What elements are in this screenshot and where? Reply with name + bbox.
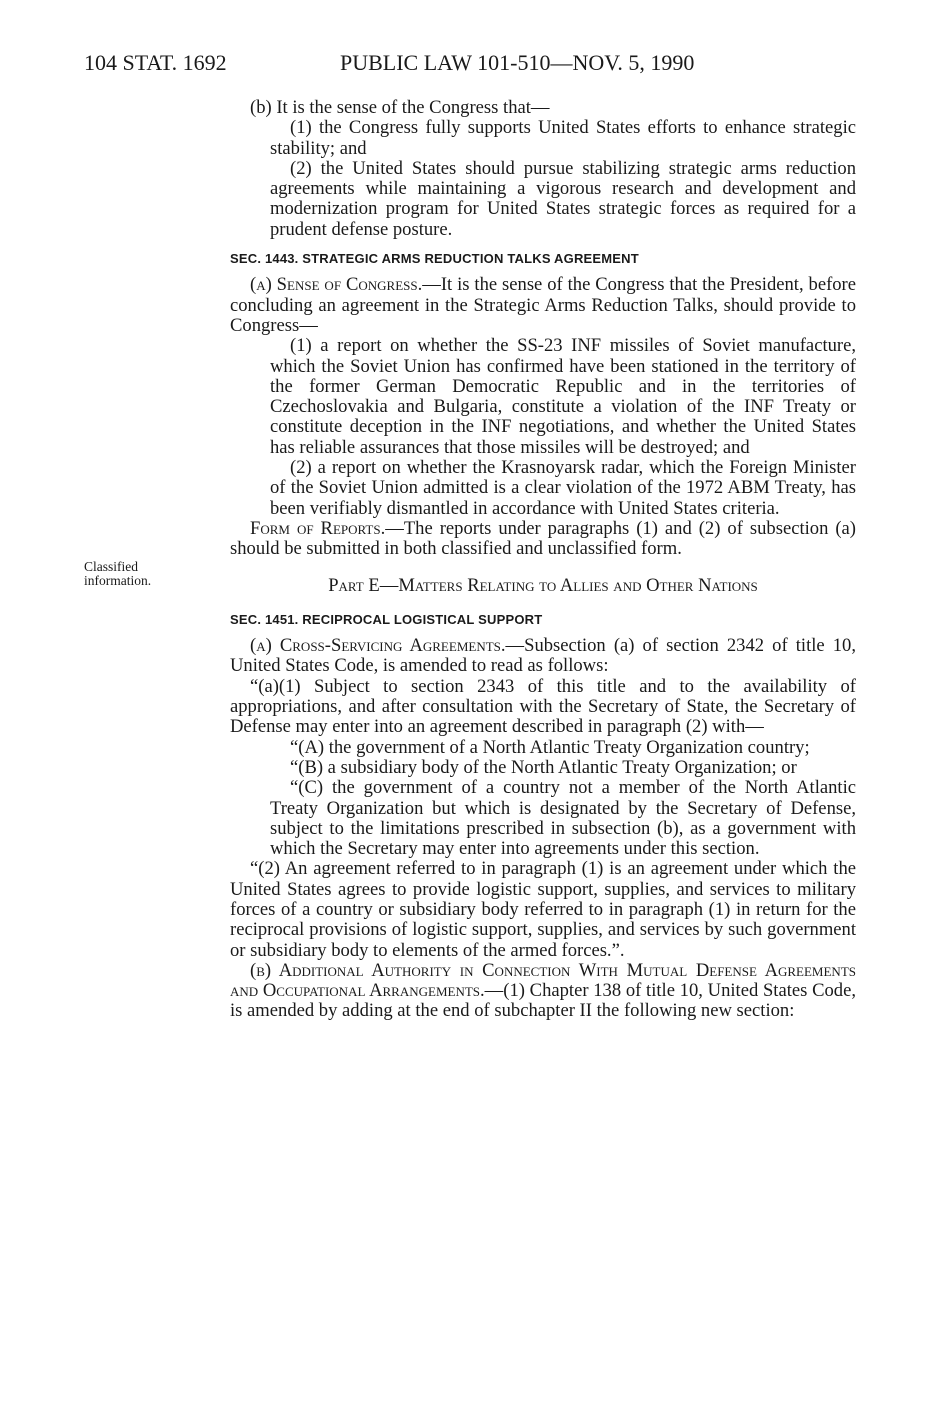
margin-note-line-2: information. [84, 573, 152, 588]
section-1451-b-label: (b) Additional Authority in Connection With Mutual Defense Agreements and Occupational Arrangements. [230, 959, 856, 1002]
section-1443-a [230, 275, 856, 336]
statute-page-number: 104 STAT. 1692 [84, 50, 227, 75]
section-1451-a-text: —Subsection (a) of section 2342 of title 10, United States Code, is amended to read as follows: [230, 635, 856, 677]
quoted-clause-B: “(B) a subsidiary body of the North Atlantic Treaty Organization; or [290, 756, 797, 778]
sense-paragraph-1: (1) the Congress fully supports United States efforts to enhance strategic stability; and [270, 117, 856, 159]
quoted-subsection-a1: “(a)(1) Subject to section 2343 of this title and to the availability of appropriations, and after consultation with the Secretary of State, the Secretary of Defense may enter into an agreement described in paragraph (2) with— [230, 675, 856, 738]
public-law-citation: PUBLIC LAW 101-510—NOV. 5, 1990 [340, 50, 695, 75]
section-1443-a-label: (a) Sense of Congress. [250, 274, 423, 296]
sense-intro: (b) It is the sense of the Congress that— [250, 97, 550, 118]
section-1443-b-label: Form of Reports. [250, 517, 386, 539]
margin-note-line-1: Classified [84, 559, 138, 574]
section-1451-b [230, 961, 856, 1022]
section-1443-paragraph-1: (1) a report on whether the SS-23 INF missiles of Soviet manufacture, which the Soviet Union has confirmed have been stationed in the territory of the former German Democratic Republic and in the territories of Czechoslovakia and Bulgaria, constitute a violation of the INF Treaty or constitute deception in the INF negotiations, and whether the United States has reliable assurances that those missiles will be destroyed; and [270, 335, 856, 458]
section-1443-b [230, 519, 856, 560]
section-1451-b-text: —(1) Chapter 138 of title 10, United States Code, is amended by adding at the end of subchapter II the following new section: [230, 980, 856, 1022]
section-1451-a-label: (a) Cross-Servicing Agreements. [250, 635, 506, 657]
section-1443-b-text: —The reports under paragraphs (1) and (2) of subsection (a) should be submitted in both classified and unclassified form. [230, 517, 857, 560]
margin-note-classified [84, 560, 204, 588]
quoted-paragraph-2: “(2) An agreement referred to in paragraph (1) is an agreement under which the United States agrees to provide logistic support, supplies, and services to military forces of a country or subsidiary body referred to in paragraph (1) in return for the reciprocal provisions of logistic support, supplies, and services by such government or subsidiary body to elements of the armed forces.”. [230, 858, 856, 961]
section-1451-heading: SEC. 1451. RECIPROCAL LOGISTICAL SUPPORT [230, 611, 543, 627]
section-1443-heading: SEC. 1443. STRATEGIC ARMS REDUCTION TALKS AGREEMENT [230, 251, 639, 267]
document-body [230, 98, 856, 1022]
section-1451-a [230, 636, 856, 677]
part-e-heading: Part E—Matters Relating to Allies and Other Nations [328, 574, 758, 596]
sense-paragraph-2: (2) the United States should pursue stabilizing strategic arms reduction agreements while maintaining a vigorous research and development and modernization program for United States strategic forces as required for a prudent defense posture. [270, 157, 856, 240]
quoted-clause-C: “(C) the government of a country not a member of the North Atlantic Treaty Organization but which is designated by the Secretary of Defense, subject to the limitations prescribed in subsection (b), as a government with which the Secretary may enter into agreements under this section. [270, 777, 856, 860]
section-1443-a-text: —It is the sense of the Congress that the President, before concluding an agreement in the Strategic Arms Reduction Talks, should provide to Congress— [230, 274, 857, 336]
quoted-clause-A: “(A) the government of a North Atlantic Treaty Organization country; [290, 736, 810, 758]
section-1443-paragraph-2: (2) a report on whether the Krasnoyarsk radar, which the Foreign Minister of the Soviet Union admitted is a clear violation of the 1972 ABM Treaty, has been verifiably dismantled in accordance with United States criteria. [270, 457, 856, 519]
